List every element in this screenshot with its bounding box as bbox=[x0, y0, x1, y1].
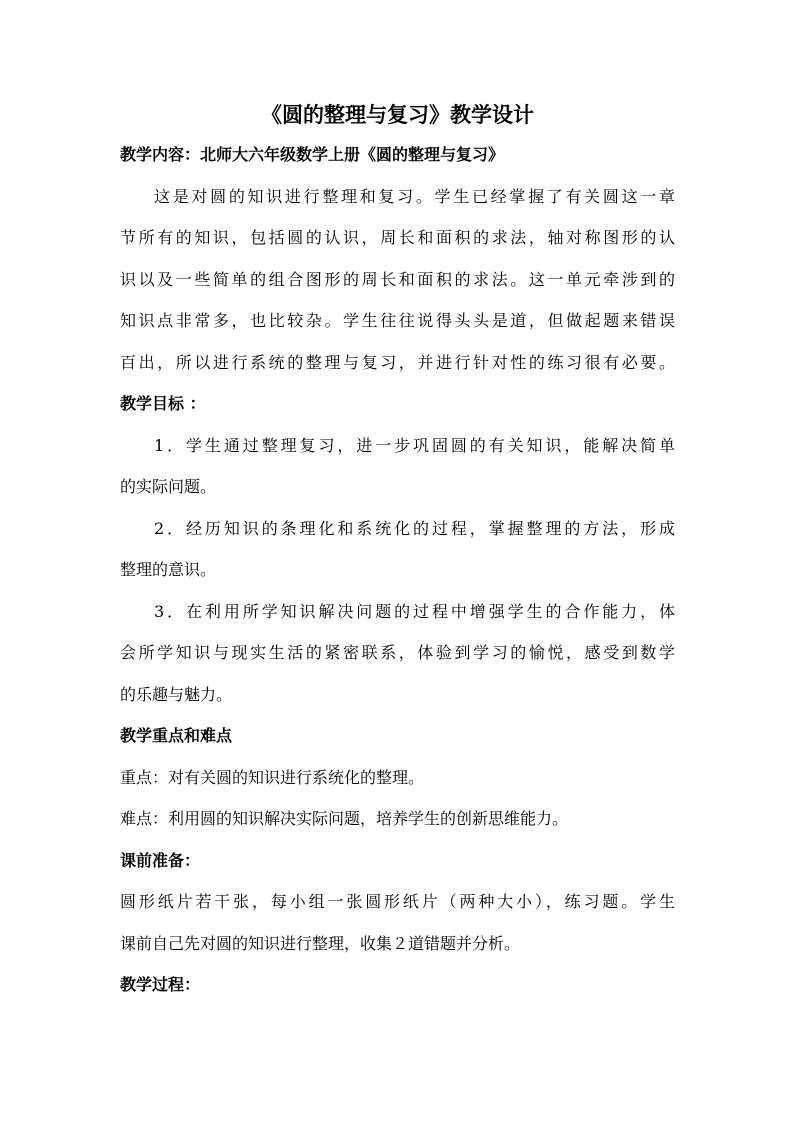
focus-line: 重点：对有关圆的知识进行系统化的整理。 bbox=[120, 767, 425, 787]
goal-1-line: 1．学生通过整理复习，进一步巩固圆的有关知识，能解决简单 bbox=[154, 435, 675, 455]
goals-heading: 教学目标 ： bbox=[120, 394, 206, 413]
intro-line: 百出，所以进行系统的整理与复习，并进行针对性的练习很有必要。 bbox=[120, 352, 675, 372]
intro-line: 这是对圆的知识进行整理和复习。学生已经掌握了有关圆这一章 bbox=[154, 186, 675, 206]
intro-line: 识以及一些简单的组合图形的周长和面积的求法。这一单元牵涉到的 bbox=[120, 269, 675, 289]
document-page bbox=[120, 100, 675, 1006]
teaching-content-label: 教学内容： bbox=[120, 145, 201, 164]
intro-line: 知识点非常多，也比较杂。学生往往说得头头是道，但做起题来错误 bbox=[120, 311, 675, 330]
preparation-line: 圆形纸片若干张，每小组一张圆形纸片（两种大小），练习题。学生 bbox=[120, 892, 675, 911]
goal-3-line: 3．在利用所学知识解决问题的过程中增强学生的合作能力，体 bbox=[154, 601, 675, 621]
goal-3-line: 的乐趣与魅力。 bbox=[120, 684, 233, 704]
preparation-line: 课前自己先对圆的知识进行整理，收集２道错题并分析。 bbox=[120, 933, 521, 953]
goal-2-line: 2．经历知识的条理化和系统化的过程，掌握整理的方法，形成 bbox=[154, 518, 675, 538]
goal-2-line: 整理的意识。 bbox=[120, 560, 217, 579]
difficulty-line: 难点：利用圆的知识解决实际问题，培养学生的创新思维能力。 bbox=[120, 809, 569, 828]
teaching-content-line bbox=[120, 134, 675, 176]
keypoints-heading: 教学重点和难点 bbox=[120, 726, 233, 745]
preparation-heading: 课前准备： bbox=[120, 850, 201, 870]
goal-1-line: 的实际问题。 bbox=[120, 477, 217, 496]
intro-line: 节所有的知识，包括圆的认识，周长和面积的求法，轴对称图形的认 bbox=[120, 228, 675, 247]
document-title: 《圆的整理与复习》教学设计 bbox=[261, 102, 534, 127]
process-heading: 教学过程： bbox=[120, 975, 201, 994]
goal-3-line: 会所学知识与现实生活的紧密联系，体验到学习的愉悦，感受到数学 bbox=[120, 643, 675, 662]
teaching-content-value: 北师大六年级数学上册《圆的整理与复习》 bbox=[200, 145, 505, 164]
